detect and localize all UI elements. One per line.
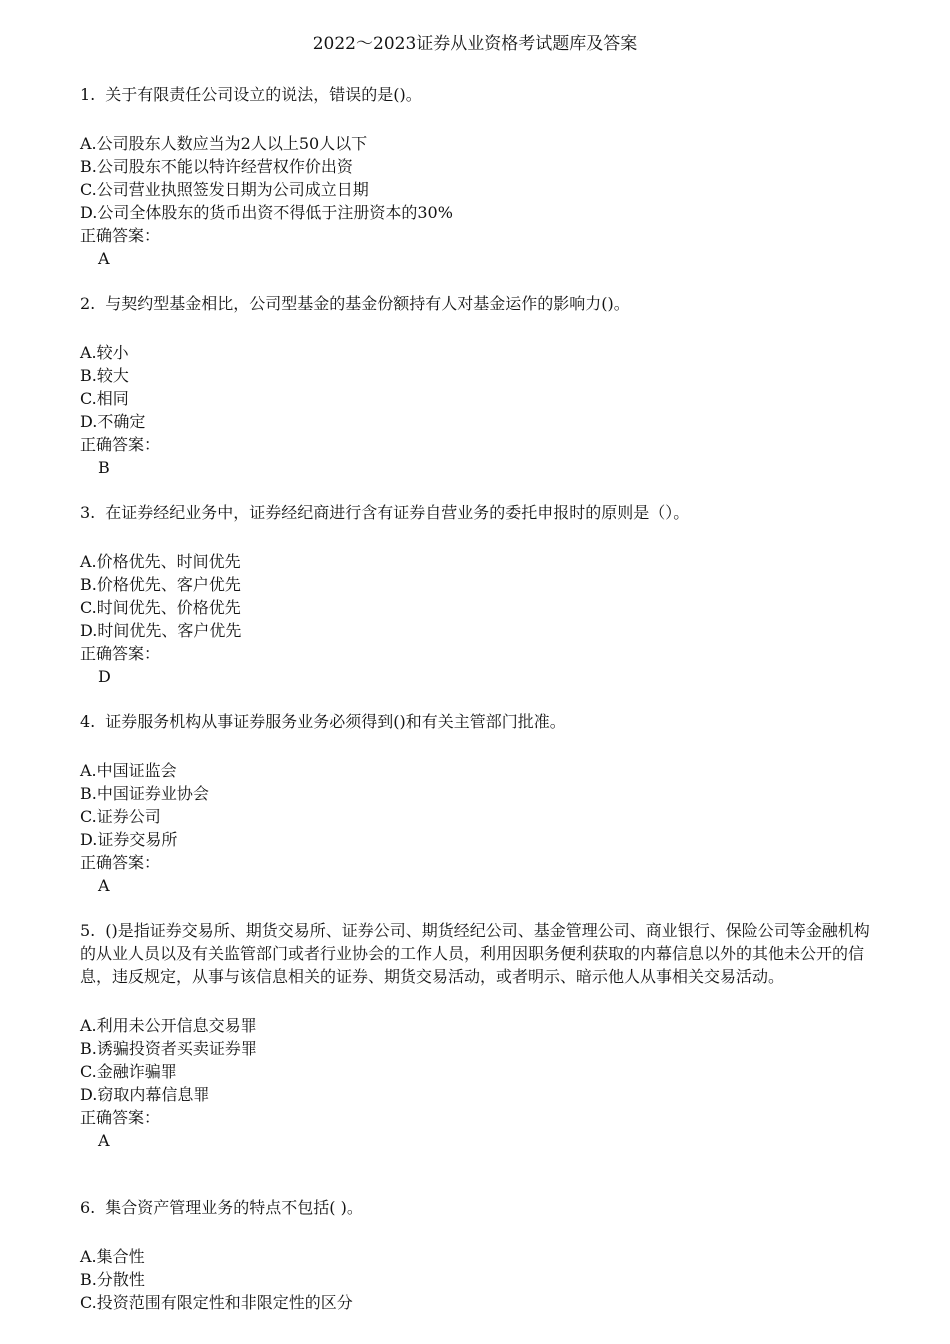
option-a: A.利用未公开信息交易罪 bbox=[80, 1016, 257, 1035]
question-3 bbox=[80, 501, 872, 688]
answer-label: 正确答案： bbox=[80, 226, 161, 245]
option-a: A.公司股东人数应当为2人以上50人以下 bbox=[80, 134, 368, 153]
question-text: 与契约型基金相比，公司型基金的基金份额持有人对基金运作的影响力()。 bbox=[105, 294, 630, 313]
option-b: B.诱骗投资者买卖证券罪 bbox=[80, 1039, 257, 1058]
question-number: 5. bbox=[80, 921, 96, 940]
option-b: B.分散性 bbox=[80, 1270, 145, 1289]
option-c: C.证券公司 bbox=[80, 807, 161, 826]
question-number: 2. bbox=[80, 294, 96, 313]
question-4 bbox=[80, 710, 872, 897]
option-b: B.较大 bbox=[80, 366, 129, 385]
option-d: D.窃取内幕信息罪 bbox=[80, 1085, 210, 1104]
option-c: C.时间优先、价格优先 bbox=[80, 598, 241, 617]
option-a: A.中国证监会 bbox=[80, 761, 177, 780]
question-2 bbox=[80, 292, 872, 479]
answer-value: A bbox=[98, 876, 110, 895]
option-a: A.较小 bbox=[80, 343, 129, 362]
option-b: B.中国证券业协会 bbox=[80, 784, 209, 803]
answer-label: 正确答案： bbox=[80, 435, 161, 454]
option-d: D.不确定 bbox=[80, 412, 146, 431]
answer-label: 正确答案： bbox=[80, 853, 161, 872]
option-list bbox=[80, 1245, 872, 1314]
answer-label: 正确答案： bbox=[80, 644, 161, 663]
question-stem bbox=[80, 919, 872, 988]
option-d: D.时间优先、客户优先 bbox=[80, 621, 242, 640]
question-text: 关于有限责任公司设立的说法，错误的是()。 bbox=[105, 85, 422, 104]
option-c: C.金融诈骗罪 bbox=[80, 1062, 177, 1081]
answer-value: A bbox=[98, 249, 110, 268]
question-stem bbox=[80, 292, 872, 315]
option-c: C.投资范围有限定性和非限定性的区分 bbox=[80, 1293, 353, 1312]
question-stem bbox=[80, 710, 872, 733]
option-list bbox=[80, 759, 872, 851]
question-5 bbox=[80, 919, 872, 1152]
question-number: 3. bbox=[80, 503, 96, 522]
question-text: 证券服务机构从事证券服务业务必须得到()和有关主管部门批准。 bbox=[105, 712, 566, 731]
option-list bbox=[80, 1014, 872, 1106]
question-text: ()是指证券交易所、期货交易所、证券公司、期货经纪公司、基金管理公司、商业银行、保险公司等金融机构的从业人员以及有关监管部门或者行业协会的工作人员，利用因职务便利获取的内幕信息以外的其他未公开的信息，违反规定，从事与该信息相关的证券、期货交易活动，或者明示、暗示他人从事相关交易活动。 bbox=[80, 921, 870, 986]
option-list bbox=[80, 132, 872, 224]
option-b: B.公司股东不能以特许经营权作价出资 bbox=[80, 157, 353, 176]
question-text: 在证券经纪业务中，证券经纪商进行含有证券自营业务的委托申报时的原则是（）。 bbox=[105, 503, 690, 522]
option-list bbox=[80, 341, 872, 433]
question-text: 集合资产管理业务的特点不包括( )。 bbox=[105, 1198, 363, 1217]
question-number: 4. bbox=[80, 712, 96, 731]
answer-value: A bbox=[98, 1131, 110, 1150]
option-a: A.集合性 bbox=[80, 1247, 145, 1266]
question-stem bbox=[80, 83, 872, 106]
option-c: C.相同 bbox=[80, 389, 129, 408]
option-d: D.证券交易所 bbox=[80, 830, 178, 849]
option-list bbox=[80, 550, 872, 642]
option-a: A.价格优先、时间优先 bbox=[80, 552, 241, 571]
document-title: 2022～2023证券从业资格考试题库及答案 bbox=[312, 34, 638, 54]
answer-label: 正确答案： bbox=[80, 1108, 161, 1127]
option-c: C.公司营业执照签发日期为公司成立日期 bbox=[80, 180, 369, 199]
question-stem bbox=[80, 501, 872, 524]
answer-value: D bbox=[98, 667, 111, 686]
question-number: 6. bbox=[80, 1198, 96, 1217]
question-number: 1. bbox=[80, 85, 96, 104]
option-b: B.价格优先、客户优先 bbox=[80, 575, 241, 594]
question-6 bbox=[80, 1196, 872, 1314]
question-1 bbox=[80, 83, 872, 270]
option-d: D.公司全体股东的货币出资不得低于注册资本的30% bbox=[80, 203, 453, 222]
answer-value: B bbox=[98, 458, 110, 477]
question-stem bbox=[80, 1196, 872, 1219]
